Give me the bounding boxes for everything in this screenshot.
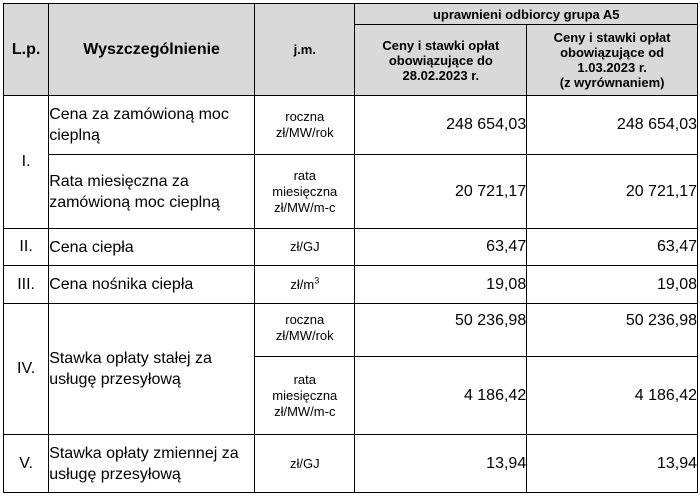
row-unit: rata miesięczna zł/MW/m-c [255,357,355,435]
row-price-from: 19,08 [527,266,698,304]
row-description: Rata miesięczna za zamówioną moc cieplną [49,155,255,229]
row-price-from: 63,47 [527,229,698,266]
row-description: Stawka opłaty stałej za usługę przesyłową [49,304,255,435]
row-price-until: 50 236,98 [355,304,527,357]
table-row [4,229,698,266]
row-description: Cena za zamówioną moc cieplną [49,96,255,155]
row-price-until: 248 654,03 [355,96,527,155]
row-price-from: 4 186,42 [527,357,698,435]
header-period-until: Ceny i stawki opłat obowiązujące do 28.02.2023 r. [355,25,527,96]
table-row [4,266,698,304]
row-price-from: 13,94 [527,435,698,493]
header-row-1 [4,4,698,25]
row-unit: roczna zł/MW/rok [255,304,355,357]
row-lp: II. [4,229,49,266]
row-lp: V. [4,435,49,493]
row-lp: I. [4,96,49,229]
row-price-until: 63,47 [355,229,527,266]
row-unit-superscript: 3 [314,275,320,286]
row-description: Cena ciepła [49,229,255,266]
row-unit: zł/GJ [255,435,355,493]
header-period-from-note: (z wyrównaniem) [559,75,665,90]
row-lp: III. [4,266,49,304]
tariff-table [3,3,698,493]
row-unit: zł/GJ [255,229,355,266]
header-group: uprawnieni odbiorcy grupa A5 [355,4,698,25]
row-description: Cena nośnika ciepła [49,266,255,304]
header-period-from [527,25,698,96]
row-description: Stawka opłaty zmiennej za usługę przesyłową [49,435,255,493]
row-lp: IV. [4,304,49,435]
row-unit: rata miesięczna zł/MW/m-c [255,155,355,229]
row-unit-text: zł/m [290,276,315,292]
header-lp: L.p. [4,4,49,96]
row-unit [255,266,355,304]
table-row [4,155,698,229]
row-price-until: 20 721,17 [355,155,527,229]
row-unit: roczna zł/MW/rok [255,96,355,155]
header-description: Wyszczególnienie [49,4,255,96]
row-price-from: 20 721,17 [527,155,698,229]
table-row [4,304,698,357]
row-price-from: 248 654,03 [527,96,698,155]
row-price-from: 50 236,98 [527,304,698,357]
row-price-until: 19,08 [355,266,527,304]
table-row [4,435,698,493]
header-period-from-text: Ceny i stawki opłat obowiązujące od 1.03.2023 r. [553,30,671,75]
header-unit: j.m. [255,4,355,96]
table-row [4,96,698,155]
row-price-until: 4 186,42 [355,357,527,435]
row-price-until: 13,94 [355,435,527,493]
